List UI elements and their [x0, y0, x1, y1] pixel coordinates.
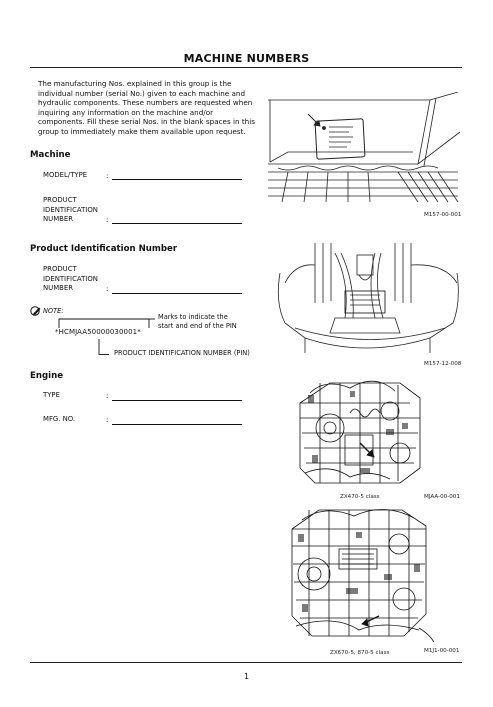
hydraulic-figure [275, 243, 463, 358]
pin-caption: PRODUCT IDENTIFICATION NUMBER (PIN) [114, 349, 250, 357]
machine-pin-field[interactable] [112, 223, 242, 224]
machine-pin-label: PRODUCT IDENTIFICATION NUMBER [43, 196, 98, 224]
note-label: NOTE: [43, 307, 64, 315]
footer-rule [30, 662, 462, 663]
fig2-code: M157-12-008 [424, 361, 462, 367]
machine-heading: Machine [30, 150, 71, 160]
pin-colon: : [106, 285, 109, 293]
fig4-code: M1J1-00-001 [424, 648, 460, 654]
engine-type-field[interactable] [112, 400, 242, 401]
pin-example: *HCMJAA50000030001* [55, 328, 141, 336]
marks-note: Marks to indicate the start and end of the PIN [158, 313, 237, 330]
pin-field[interactable] [112, 293, 242, 294]
engine-mfg-colon: : [106, 416, 109, 424]
pin-caption-leader [99, 354, 109, 355]
note-pencil-icon [30, 305, 42, 317]
engine-type-colon: : [106, 392, 109, 400]
intro-paragraph: The manufacturing Nos. explained in this group is the individual number (serial No.) given to each machine and hydraulic components. These numbers are requested when inquiring any information on the machine and/or components. Fill these serial Nos. in the blank spaces in this group to immediately make them available upon request. [38, 79, 255, 136]
title-rule [30, 67, 462, 68]
fig1-code: M157-00-001 [424, 212, 462, 218]
fig3-caption: ZX470-5 class [340, 494, 380, 500]
engine-mfg-label: MFG. NO. [43, 415, 76, 423]
machine-pin-colon: : [106, 216, 109, 224]
engine-mfg-field[interactable] [112, 424, 242, 425]
pin-label: PRODUCT IDENTIFICATION NUMBER [43, 265, 98, 293]
pin-heading: Product Identification Number [30, 244, 178, 254]
fig4-caption: ZX670-5, 870-5 class [330, 650, 390, 656]
nameplate-figure [268, 92, 463, 207]
model-type-field[interactable] [112, 179, 242, 180]
page-number: 1 [243, 672, 250, 681]
engine-zx470-figure [290, 373, 430, 491]
model-type-label: MODEL/TYPE [43, 171, 88, 179]
engine-zx670-figure [284, 504, 434, 644]
engine-heading: Engine [30, 371, 64, 381]
model-type-colon: : [106, 172, 109, 180]
fig3-code: MJAA-00-001 [424, 494, 460, 500]
page-title: MACHINE NUMBERS [183, 52, 310, 65]
engine-type-label: TYPE [43, 391, 60, 399]
